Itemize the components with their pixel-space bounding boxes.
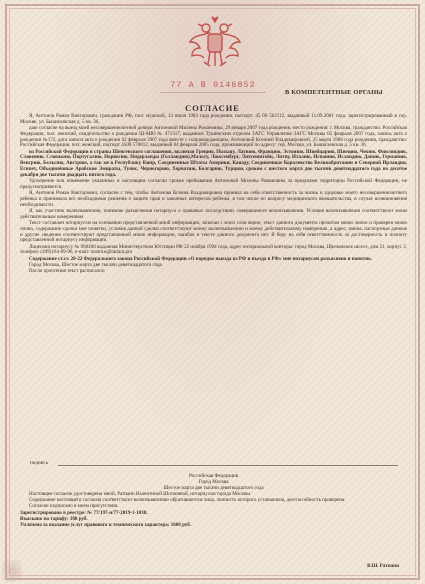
certificate-notarized: Настоящее согласие удостоверено мной, Ратиани Валентиной Шотаевной, нотариусом города Москвы. [29,490,251,497]
consent-text [20,114,407,276]
notary-certificate [20,473,407,569]
certificate-identity: Содержание настоящего согласия соответствует волеизъявлению обратившегося лица, личность которого установлена, дееспособность проверена. [29,496,346,503]
certificate-date: Шестое марта две тысячи девятнадцатого года [163,484,264,491]
paragraph-terms: Удочерение или изменение указанных в настоящем согласии сроков пребывания Антоновой Милены Романовны за пределами территории Российской Федерации, не предусматривается. [20,178,407,190]
paragraph-countries: из Российской Федерации в страны Шенгенского соглашения, включая Грецию, Польшу, Латвию, Францию, Эстонию, Швейцарию, Швецию, Чехию, Финляндию, Словению, Словакию, Португалию, Норвегию, Нидерланды (Голландию),Мальту, Люксембург, Лихтенштейн, Литву, Италию, Испанию, Исландию, Данию, Германию, Венгрию, Бельгию, Австрию, а так же в Республику Кипр, Соединенные Штаты Америки, Канаду, Соединенные Королевство Великобритании и Северной Ирландии, Египет, Объединённые Арабские Эмираты, Тунис, Черногорию, Хорватию, Болгарию, Турцию, сроком с шестого марта две тысячи девятнадцатого года по десятое декабря две тысячи двадцать пятого года. [20,148,407,178]
serial-underline [160,92,266,93]
paragraph-law: Содержание ст.ст. 20-22 Федерального закона Российской Федерации «О порядке выезда из РФ и въезда в РФ» мне нотариусом разъяснено и понятно. [29,255,372,262]
paragraph-principal: Я, Антонов Роман Викторович, гражданин РФ, пол: мужской, 13 июля 1983 года рождения, паспорт: 45 09 562112, выданный 11.09.2001 года, зарегистрированный в гор. Москве, ул. Бышиловская д. 5 кв. 36, [20,113,407,125]
paper-stain [2,560,22,582]
paragraph-license: Лицензия нотариусу № 000466 выданная Министерством Юстиции РФ 22 ноября 1994 года, адрес нотариальной конторы: город Москва, Щелковское шоссе, дом 21, корпус 2, телефон: (499)164-09-96, e-mail: notarius@ratiani.pro [20,243,407,256]
paragraph-understanding: Я, как участник волеизъявления, понимаю разъяснения нотариуса о правовых последствиях совершаемого волеизъявления. Условия волеизъявления соответствуют моим действительным намерениям. [20,207,407,220]
paragraph-responsibility: Я, Антонов Роман Викторович, согласен с тем, чтобы Антонова Ксения Владимировна приняла на себя ответственность за жизнь и здоровье моего несовершеннолетнего ребенка и принимала все необходимые решения о защите прав и законных интересов ребенка, в том числе по вопросу медицинского вмешательства, в случае возникновения необходимости. [20,190,407,208]
certificate-country: Российская Федерация [188,473,239,479]
addressee: В КОМПЕТЕНТНЫЕ ОРГАНЫ [285,89,383,96]
signature-row [30,460,410,470]
certificate-city: Город Москва [198,478,229,485]
registry-number: Зарегистрировано в реестре: № 77/197-н/77-2019-1-1038. [20,510,148,517]
service-fee: Уплачено за оказание услуг правового и технического характера: 1600 руб. [20,522,192,529]
double-headed-eagle-emblem-icon [186,14,244,74]
signature-line [58,465,398,466]
tariff-fee: Взыскано по тарифу: 100 руб. [20,516,88,523]
paragraph-place-date: Город Москва, Шестое марта две тысячи девятнадцатого года. [29,262,163,269]
signature-label: подпись [30,460,49,466]
paragraph-signed: После прочтения текст расписался: [29,268,106,275]
document-title: СОГЛАСИЕ [185,104,240,113]
form-serial-number: 77 А В 9146852 [170,80,256,90]
paragraph-child: даю согласие на выезд моей несовершеннолетней дочери Антоновой Милены Романовны, 29 января 2007 года рождения, место рождения: г. Москва, гражданство: Российская Федерация, пол: женский, свидетельство о рождении Ш-МЮ № 471317, выданное Тушинским отделом ЗАГС Управления ЗАГС Москвы 02 февраля 2007 года, запись акта о рождении №172, дата записи акта о рождении 02 февраля 2007 года вместе с сопровождающим, Антоновой Ксенией Владимировной, 25 марта 1986 года рождения, гражданство: Российская Федерация, пол: женский, паспорт 4508 570812, выданный 04 февраля 2005 года, проживающий по адресу: гор. Москва, ул. Бышиловская д. 5 кв. 36, [20,125,407,149]
notary-name: В.Ш. Ратиани [367,563,399,569]
certificate-signed-presence: Согласие подписано в моем присутствии. [29,502,119,509]
paragraph-verification: Текст составлен нотариусом на основании представленной мной информации, записан с моих слов верно, текст данного документа прочитан мною лично и проверен мною лично, содержание сделки мне понятно, условия данной сделки соответствуют моему волеизъявлению и моему действительному намерению, а адрес, имена, паспортные данные и другие сведения соответствуют представленной мною информации, ошибок в тексте данного документа нет. Я беру на себя ответственность за достоверность и полноту представленной нотариусу информации. [20,220,407,244]
